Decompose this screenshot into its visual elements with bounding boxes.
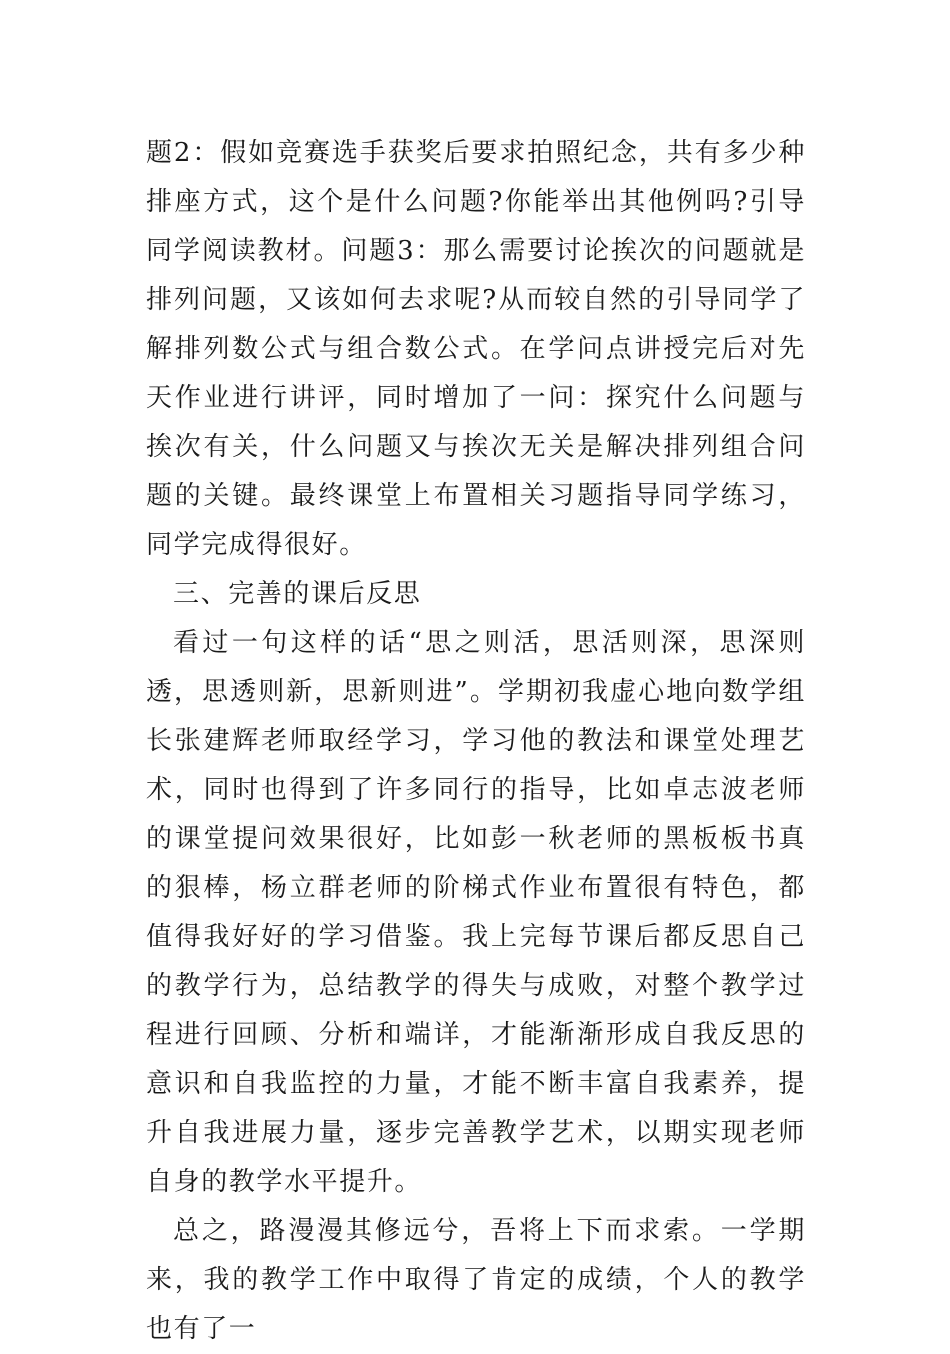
document-body (146, 129, 806, 1354)
section-heading-reflection: 三、完善的课后反思 (173, 579, 422, 609)
paragraph-reflection: 看过一句这样的话“思之则活，思活则深，思深则透，思透则新，思新则进”。学期初我虚心地向数学组长张建辉老师取经学习，学习他的教法和课堂处理艺术，同时也得到了许多同行的指导，比如卓志波老师的课堂提问效果很好，比如彭一秋老师的黑板板书真的狠棒，杨立群老师的阶梯式作业布置很有特色，都值得我好好的学习借鉴。我上完每节课后都反思自己的教学行为，总结教学的得失与成败，对整个教学过程进行回顾、分析和端详，才能渐渐形成自我反思的意识和自我监控的力量，才能不断丰富自我素养，提升自我进展力量，逐步完善教学艺术，以期实现老师自身的教学水平提升。 (146, 628, 806, 1197)
paragraph-permutation-lesson: 题2：假如竞赛选手获奖后要求拍照纪念，共有多少种排座方式，这个是什么问题?你能举出其他例吗?引导同学阅读教材。问题3：那么需要讨论挨次的问题就是排列问题，又该如何去求呢?从而较自然的引导同学了解排列数公式与组合数公式。在学问点讲授完后对先天作业进行讲评，同时增加了一问：探究什么问题与挨次有关，什么问题又与挨次无关是解决排列组合问题的关键。最终课堂上布置相关习题指导同学练习，同学完成得很好。 (146, 138, 806, 560)
paragraph-conclusion: 总之，路漫漫其修远兮，吾将上下而求索。一学期来，我的教学工作中取得了肯定的成绩，个人的教学也有了一 (146, 1216, 806, 1344)
